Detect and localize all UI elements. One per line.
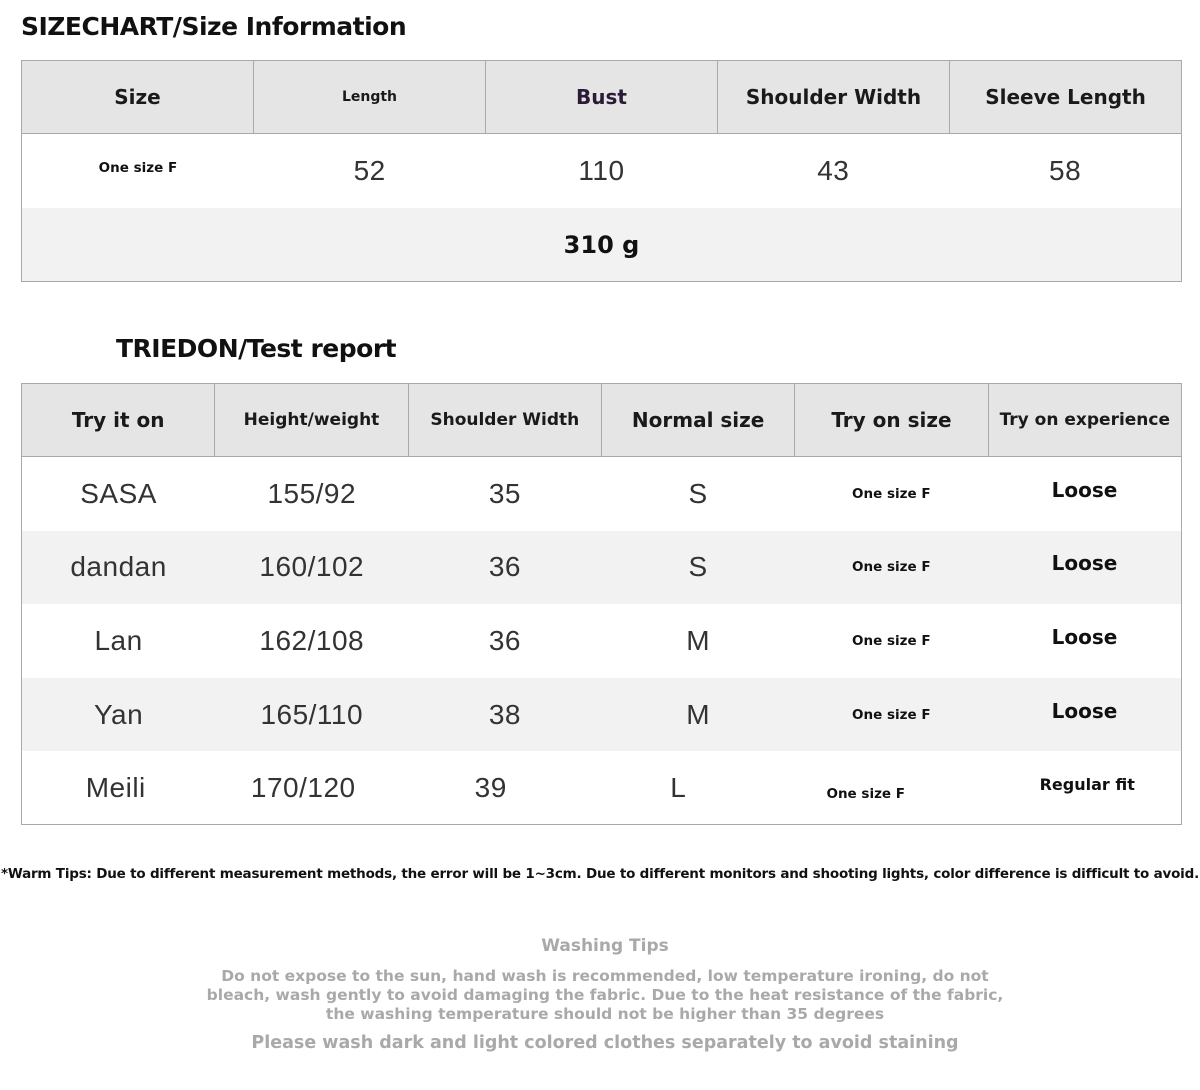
header-sleeve-length: Sleeve Length [985, 85, 1146, 109]
header-shoulder-width: Shoulder Width [409, 384, 602, 456]
shoulder-width-value: 38 [488, 698, 521, 730]
size-chart-title: SIZECHART/Size Information [21, 12, 407, 41]
height-weight-value: 155/92 [267, 477, 357, 509]
bust-value: 110 [578, 155, 625, 186]
length-value: 52 [353, 155, 386, 186]
header-length: Length [254, 61, 486, 133]
test-report-table [21, 383, 1182, 825]
height-weight-value: 170/120 [250, 772, 356, 804]
table-row [22, 751, 1181, 825]
normal-size-value: M [686, 698, 711, 730]
shoulder-width-value: 36 [488, 624, 521, 656]
table-row [22, 457, 1181, 531]
tester-name: dandan [70, 551, 167, 583]
size-chart-header-row [22, 61, 1181, 134]
normal-size-value: S [688, 477, 708, 509]
tester-name: SASA [80, 477, 157, 509]
header-size: Size [22, 61, 254, 133]
try-on-size-value: One size F [826, 786, 906, 803]
table-row [22, 678, 1181, 752]
try-on-size-value: One size F [852, 559, 931, 576]
try-on-experience-value: Loose [1051, 698, 1118, 723]
height-weight-value: 162/108 [259, 624, 365, 656]
header-bust: Bust [486, 61, 718, 133]
try-on-experience-value: Loose [1051, 624, 1118, 649]
washing-tips-line: the washing temperature should not be higher than 35 degrees [325, 1005, 885, 1023]
table-row [22, 604, 1181, 678]
header-shoulder-width: Shoulder Width [718, 61, 950, 133]
tester-name: Yan [93, 698, 144, 730]
weight-row [22, 208, 1181, 281]
shoulder-width-value: 39 [474, 772, 507, 804]
try-on-experience-value: Regular fit [1039, 774, 1135, 794]
height-weight-value: 160/102 [259, 551, 365, 583]
washing-tips-separate-note: Please wash dark and light colored clothes separately to avoid staining [251, 1033, 959, 1053]
normal-size-value: S [688, 551, 708, 583]
shoulder-width-value: 36 [488, 551, 521, 583]
header-try-on-experience: Try on experience [999, 410, 1171, 430]
size-cell [22, 134, 254, 208]
try-on-size-value: One size F [852, 632, 931, 649]
size-chart-data-row [22, 134, 1181, 208]
shoulder-width-value: 43 [817, 155, 850, 186]
washing-tips-line: bleach, wash gently to avoid damaging the fabric. Due to the heat resistance of the fabric, [206, 986, 1004, 1004]
warm-tips-note: *Warm Tips: Due to different measurement methods, the error will be 1~3cm. Due to different monitors and shooting lights, color difference is difficult to avoid. [1, 866, 1199, 882]
tester-name: Lan [94, 624, 143, 656]
header-normal-size: Normal size [602, 384, 795, 456]
size-value: One size F [98, 160, 178, 176]
try-on-size-value: One size F [852, 485, 931, 502]
table-row [22, 531, 1181, 605]
header-try-it-on: Try it on [22, 384, 215, 456]
washing-tips-title: Washing Tips [541, 936, 669, 956]
try-on-experience-value: Loose [1051, 551, 1118, 576]
tester-name: Meili [85, 772, 146, 804]
weight-value: 310 g [563, 230, 640, 259]
normal-size-value: L [670, 772, 687, 804]
try-on-size-value: One size F [852, 706, 931, 723]
size-chart-table [21, 60, 1182, 282]
try-on-experience-value: Loose [1051, 477, 1118, 502]
normal-size-value: M [686, 624, 711, 656]
washing-tips-line: Do not expose to the sun, hand wash is recommended, low temperature ironing, do not [221, 967, 989, 985]
shoulder-width-value: 35 [488, 477, 521, 509]
sleeve-length-value: 58 [1049, 155, 1082, 186]
height-weight-value: 165/110 [260, 698, 364, 730]
header-height-weight: Height/weight [215, 384, 408, 456]
test-report-header-row [22, 384, 1181, 457]
test-report-title: TRIEDON/Test report [116, 334, 397, 363]
header-try-on-size: Try on size [795, 384, 988, 456]
